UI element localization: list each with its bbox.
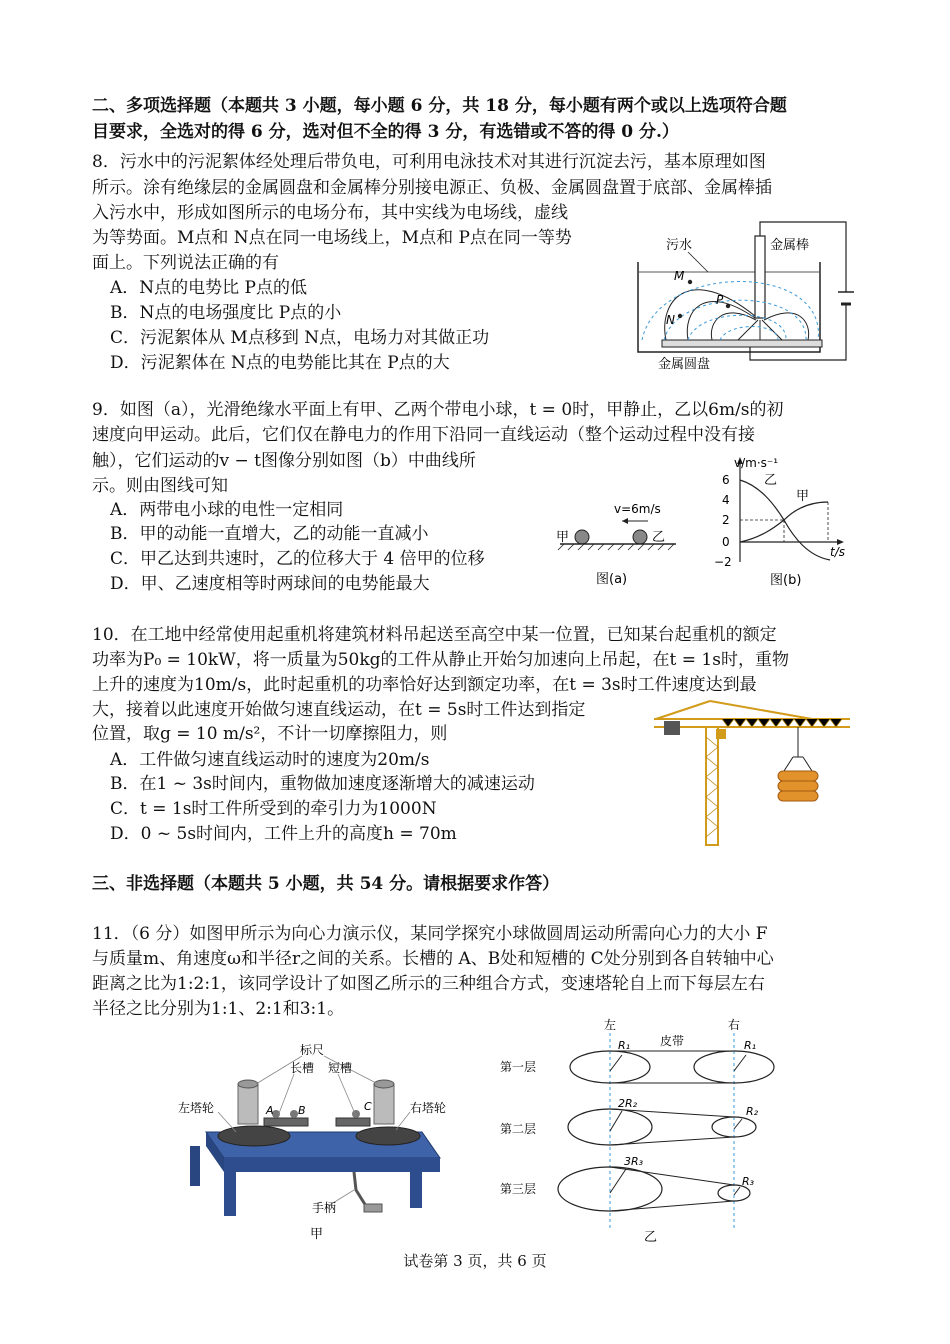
q11-jia-left-wheel: 左塔轮 xyxy=(178,1101,215,1115)
q9-figure-a xyxy=(552,495,684,595)
q11-jia-handle: 手柄 xyxy=(312,1201,337,1215)
q11-line1: 11．（6 分）如图甲所示为向心力演示仪，某同学探究小球做圆周运动所需向心力的大小 F xyxy=(92,924,768,944)
q10-line1: 10．在工地中经常使用起重机将建筑材料吊起送至高空中某一位置，已知某台起重机的额定 xyxy=(92,625,777,645)
q9b-tick-neg2: −2 xyxy=(714,555,732,569)
q11-jia-long-groove: 长槽 xyxy=(290,1061,315,1075)
q9b-label-jia: 甲 xyxy=(796,489,810,504)
q9a-velocity-label: v=6m/s xyxy=(614,502,661,516)
q11-yi-belt: 皮带 xyxy=(660,1034,685,1048)
q11-yi-r3: R₃ xyxy=(742,1175,755,1188)
q8-label-m: M xyxy=(674,269,685,283)
q11-jia-caption: 甲 xyxy=(310,1227,324,1242)
q8-label-n: N xyxy=(666,313,675,327)
q8-line4: 为等势面。M点和 N点在同一电场线上，M点和 P点在同一等势 xyxy=(92,228,572,248)
q11-figure-yi xyxy=(494,1015,784,1245)
q11-yi-layer3: 第三层 xyxy=(500,1182,537,1196)
q9b-tick-4: 4 xyxy=(722,493,730,507)
q10-option-c: C．t = 1s时工件所受到的牵引力为1000N xyxy=(110,799,437,819)
q8-label-disk: 金属圆盘 xyxy=(658,357,711,372)
q11-yi-caption: 乙 xyxy=(644,1230,658,1245)
q8-option-c: C．污泥絮体从 M点移到 N点，电场力对其做正功 xyxy=(110,328,490,348)
q10-option-b: B．在1 ~ 3s时间内，重物做加速度逐渐增大的减速运动 xyxy=(110,774,535,794)
q9b-tick-2: 2 xyxy=(722,513,730,527)
section2-heading-line1: 二、多项选择题（本题共 3 小题，每小题 6 分，共 18 分，每小题有两个或以上选项符合题 xyxy=(92,96,787,116)
q9-option-a: A．两带电小球的电性一定相同 xyxy=(110,500,344,520)
q10-option-a: A．工件做匀速直线运动时的速度为20m/s xyxy=(110,750,430,770)
section3-heading: 三、非选择题（本题共 5 小题，共 54 分。请根据要求作答） xyxy=(92,874,560,894)
q10-line3: 上升的速度为10m/s，此时起重机的功率恰好达到额定功率，在t = 3s时工件速度达到最 xyxy=(92,675,757,695)
q8-label-p: P xyxy=(716,293,724,307)
q9-line1: 9．如图（a），光滑绝缘水平面上有甲、乙两个带电小球，t = 0时，甲静止，乙以6m/s的初 xyxy=(92,400,784,420)
q11-yi-3r3: 3R₃ xyxy=(624,1155,644,1168)
q9-option-b: B．甲的动能一直增大，乙的动能一直减小 xyxy=(110,524,429,544)
q10-line4: 大，接着以此速度开始做匀速直线运动，在t = 5s时工件达到指定 xyxy=(92,700,586,720)
q10-crane-figure xyxy=(652,697,854,847)
q11-jia-b: B xyxy=(298,1104,306,1117)
q10-option-d: D．0 ~ 5s时间内，工件上升的高度h = 70m xyxy=(110,824,457,844)
q10-line5: 位置，取g = 10 m/s²，不计一切摩擦阻力，则 xyxy=(92,724,448,744)
q11-jia-ruler: 标尺 xyxy=(300,1043,325,1057)
q9-option-d: D．甲、乙速度相等时两球间的电势能最大 xyxy=(110,574,430,594)
q11-jia-c: C xyxy=(364,1100,372,1113)
q9b-ylabel: v/m·s⁻¹ xyxy=(734,456,779,470)
q9-line2: 速度向甲运动。此后，它们仅在静电力的作用下沿同一直线运动（整个运动过程中没有接 xyxy=(92,425,755,445)
q9-line4: 示。则由图线可知 xyxy=(92,476,228,496)
q8-option-d: D．污泥絮体在 N点的电势能比其在 P点的大 xyxy=(110,353,450,373)
q8-electrophoresis-figure xyxy=(628,212,858,372)
q11-figure-jia xyxy=(178,1040,468,1245)
q9b-tick-6: 6 xyxy=(722,473,730,487)
q11-jia-right-wheel: 右塔轮 xyxy=(410,1101,447,1115)
q8-line1: 8．污水中的污泥絮体经处理后带负电，可利用电泳技术对其进行沉淀去污，基本原理如图 xyxy=(92,152,766,172)
page-footer: 试卷第 3 页，共 6 页 xyxy=(403,1252,547,1270)
q11-yi-layer1: 第一层 xyxy=(500,1060,537,1074)
q9b-label-yi: 乙 xyxy=(764,473,778,488)
q11-yi-r1-left: R₁ xyxy=(618,1039,631,1052)
q9b-xlabel: t/s xyxy=(830,545,845,559)
q11-jia-short-groove: 短槽 xyxy=(328,1061,353,1075)
q11-line2: 与质量m、角速度ω和半径r之间的关系。长槽的 A、B处和短槽的 C处分别到各自转轴中心 xyxy=(92,949,774,969)
q9-option-c: C．甲乙达到共速时，乙的位移大于 4 倍甲的位移 xyxy=(110,549,485,569)
q8-label-water: 污水 xyxy=(666,238,693,253)
q9-line3: 触），它们运动的v − t图像分别如图（b）中曲线所 xyxy=(92,451,476,471)
q9a-label-yi: 乙 xyxy=(652,530,666,545)
q10-line2: 功率为P₀ = 10kW，将一质量为50kg的工件从静止开始匀加速向上吊起，在t = 1s时，重物 xyxy=(92,650,789,670)
q8-line2: 所示。涂有绝缘层的金属圆盘和金属棒分别接电源正、负极、金属圆盘置于底部、金属棒插 xyxy=(92,178,772,198)
q9b-tick-0: 0 xyxy=(722,535,730,549)
q9-figure-b xyxy=(700,452,860,592)
q11-yi-r1-right: R₁ xyxy=(744,1039,757,1052)
q8-option-b: B．N点的电场强度比 P点的小 xyxy=(110,303,342,323)
q8-line5: 面上。下列说法正确的有 xyxy=(92,253,279,273)
q11-yi-left: 左 xyxy=(604,1018,617,1032)
q11-line4: 半径之比分别为1:1、2:1和3:1。 xyxy=(92,999,345,1019)
q11-yi-layer2: 第二层 xyxy=(500,1122,537,1136)
q9a-caption: 图(a) xyxy=(596,572,628,587)
q8-label-rod: 金属棒 xyxy=(770,238,810,253)
q9a-label-jia: 甲 xyxy=(556,530,570,545)
q11-yi-right: 右 xyxy=(728,1018,741,1032)
q11-yi-2r2: 2R₂ xyxy=(618,1097,638,1110)
q11-line3: 距离之比为1:2:1，该同学设计了如图乙所示的三种组合方式，变速塔轮自上而下每层左右 xyxy=(92,974,765,994)
q8-line3: 入污水中，形成如图所示的电场分布，其中实线为电场线，虚线 xyxy=(92,203,568,223)
q8-option-a: A．N点的电势比 P点的低 xyxy=(110,278,307,298)
section2-heading-line2: 目要求，全选对的得 6 分，选对但不全的得 3 分，有选错或不答的得 0 分.） xyxy=(92,122,679,142)
q9b-caption: 图(b) xyxy=(770,573,802,588)
q11-yi-r2: R₂ xyxy=(746,1105,759,1118)
q11-jia-a: A xyxy=(266,1104,274,1117)
